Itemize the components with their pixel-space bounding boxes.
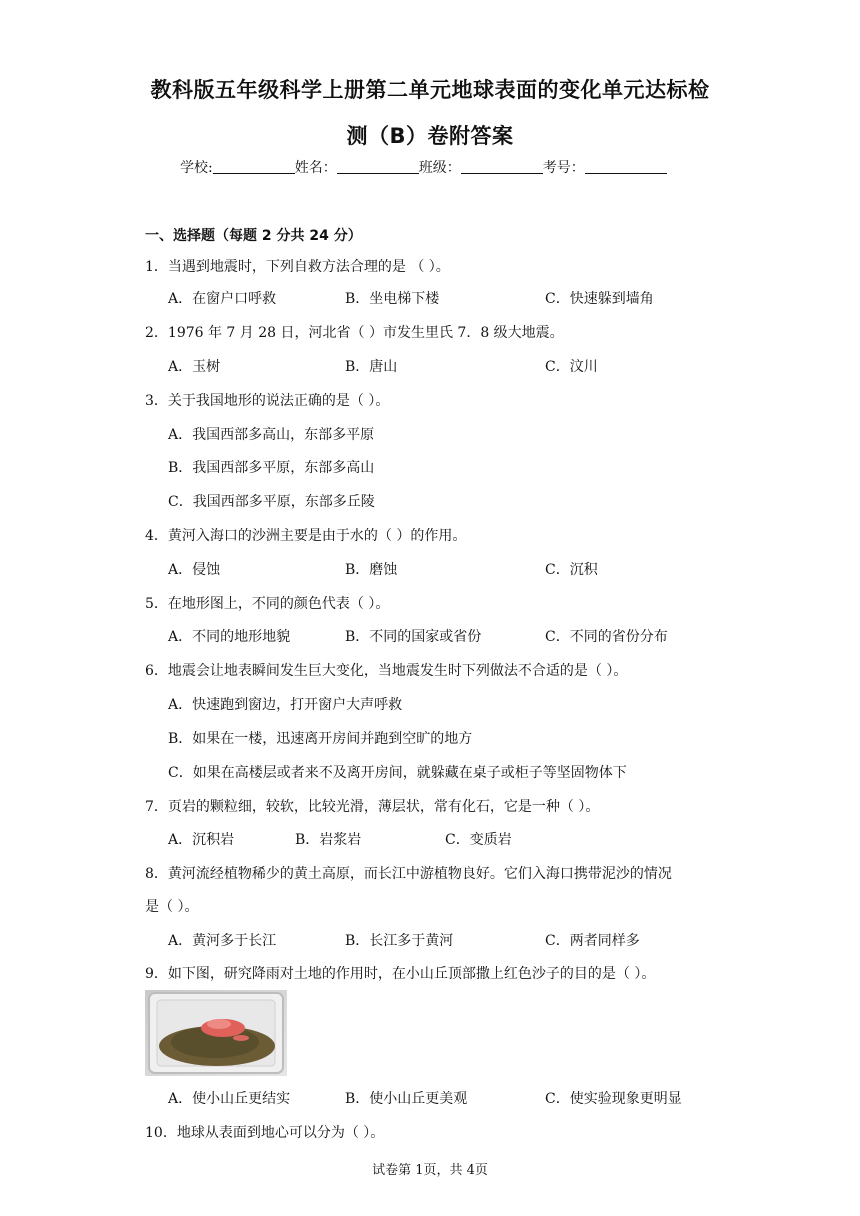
question-9: 9．如下图，研究降雨对土地的作用时，在小山丘顶部撒上红色沙子的目的是（ ）。 <box>145 966 656 982</box>
option-c: C．不同的省份分布 <box>545 629 668 645</box>
option-b: B．我国西部多平原，东部多高山 <box>168 460 375 476</box>
option-a: A．玉树 <box>168 359 221 375</box>
option-b: B．长江多于黄河 <box>345 933 454 949</box>
option-c: C．两者同样多 <box>545 933 640 949</box>
class-blank[interactable] <box>461 159 543 174</box>
page-footer: 试卷第 1页，共 4页 <box>372 1163 488 1178</box>
option-b: B．坐电梯下楼 <box>345 291 440 307</box>
option-b: B．不同的国家或省份 <box>345 629 482 645</box>
question-2-options <box>0 356 860 376</box>
question-8-line-2: 是（ ）。 <box>145 899 199 915</box>
option-b: B．如果在一楼，迅速离开房间并跑到空旷的地方 <box>168 731 473 747</box>
question-7-options <box>0 829 860 849</box>
school-label: 学校: <box>180 160 213 176</box>
option-c: C．汶川 <box>545 359 598 375</box>
exam-title-line1: 教科版五年级科学上册第二单元地球表面的变化单元达标检 <box>150 78 710 102</box>
option-b: B．磨蚀 <box>345 562 398 578</box>
school-blank[interactable] <box>213 159 295 174</box>
option-b: B．唐山 <box>345 359 398 375</box>
option-c: C．沉积 <box>545 562 598 578</box>
question-7: 7．页岩的颗粒细，较软，比较光滑，薄层状，常有化石，它是一种（ ）。 <box>145 799 600 815</box>
option-a: A．快速跑到窗边，打开窗户大声呼救 <box>168 697 403 713</box>
question-2: 2．1976 年 7 月 28 日，河北省（ ）市发生里氏 7．8 级大地震。 <box>145 325 564 341</box>
option-c: C．快速躲到墙角 <box>545 291 654 307</box>
option-a: A．我国西部多高山，东部多平原 <box>168 427 375 443</box>
option-a: A．不同的地形地貌 <box>168 629 291 645</box>
question-9-options <box>0 1088 860 1108</box>
question-1-options <box>0 288 860 308</box>
question-5-options <box>0 626 860 646</box>
question-10: 10．地球从表面到地心可以分为（ ）。 <box>145 1125 385 1141</box>
sand-hill-experiment-photo <box>145 990 287 1076</box>
question-6: 6．地震会让地表瞬间发生巨大变化，当地震发生时下列做法不合适的是（ ）。 <box>145 663 628 679</box>
exam-number-blank[interactable] <box>585 159 667 174</box>
student-info-row <box>180 157 667 177</box>
class-label: 班级： <box>418 160 461 176</box>
option-a: A．在窗户口呼救 <box>168 291 277 307</box>
option-c: C．如果在高楼层或者来不及离开房间，就躲藏在桌子或柜子等坚固物体下 <box>168 765 627 781</box>
option-b: B．岩浆岩 <box>295 832 362 848</box>
exam-title-line2: 测（B）卷附答案 <box>346 124 514 148</box>
question-3: 3．关于我国地形的说法正确的是（ ）。 <box>145 393 390 409</box>
option-a: A．侵蚀 <box>168 562 221 578</box>
option-b: B．使小山丘更美观 <box>345 1091 468 1107</box>
option-c: C．我国西部多平原，东部多丘陵 <box>168 494 375 510</box>
exam-number-label: 考号： <box>542 160 585 176</box>
option-c: C．变质岩 <box>445 832 512 848</box>
question-1: 1．当遇到地震时，下列自救方法合理的是 （ ）。 <box>145 259 450 275</box>
question-5: 5．在地形图上，不同的颜色代表（ ）。 <box>145 596 390 612</box>
name-label: 姓名： <box>294 160 337 176</box>
option-c: C．使实验现象更明显 <box>545 1091 682 1107</box>
question-8-line-1: 8．黄河流经植物稀少的黄土高原，而长江中游植物良好。它们入海口携带泥沙的情况 <box>145 866 672 882</box>
question-4: 4．黄河入海口的沙洲主要是由于水的（ ）的作用。 <box>145 528 467 544</box>
option-a: A．黄河多于长江 <box>168 933 277 949</box>
option-a: A．沉积岩 <box>168 832 235 848</box>
question-4-options <box>0 559 860 579</box>
question-8-options <box>0 930 860 950</box>
name-blank[interactable] <box>337 159 419 174</box>
section-heading: 一、选择题（每题 2 分共 24 分） <box>145 228 362 244</box>
option-a: A．使小山丘更结实 <box>168 1091 291 1107</box>
